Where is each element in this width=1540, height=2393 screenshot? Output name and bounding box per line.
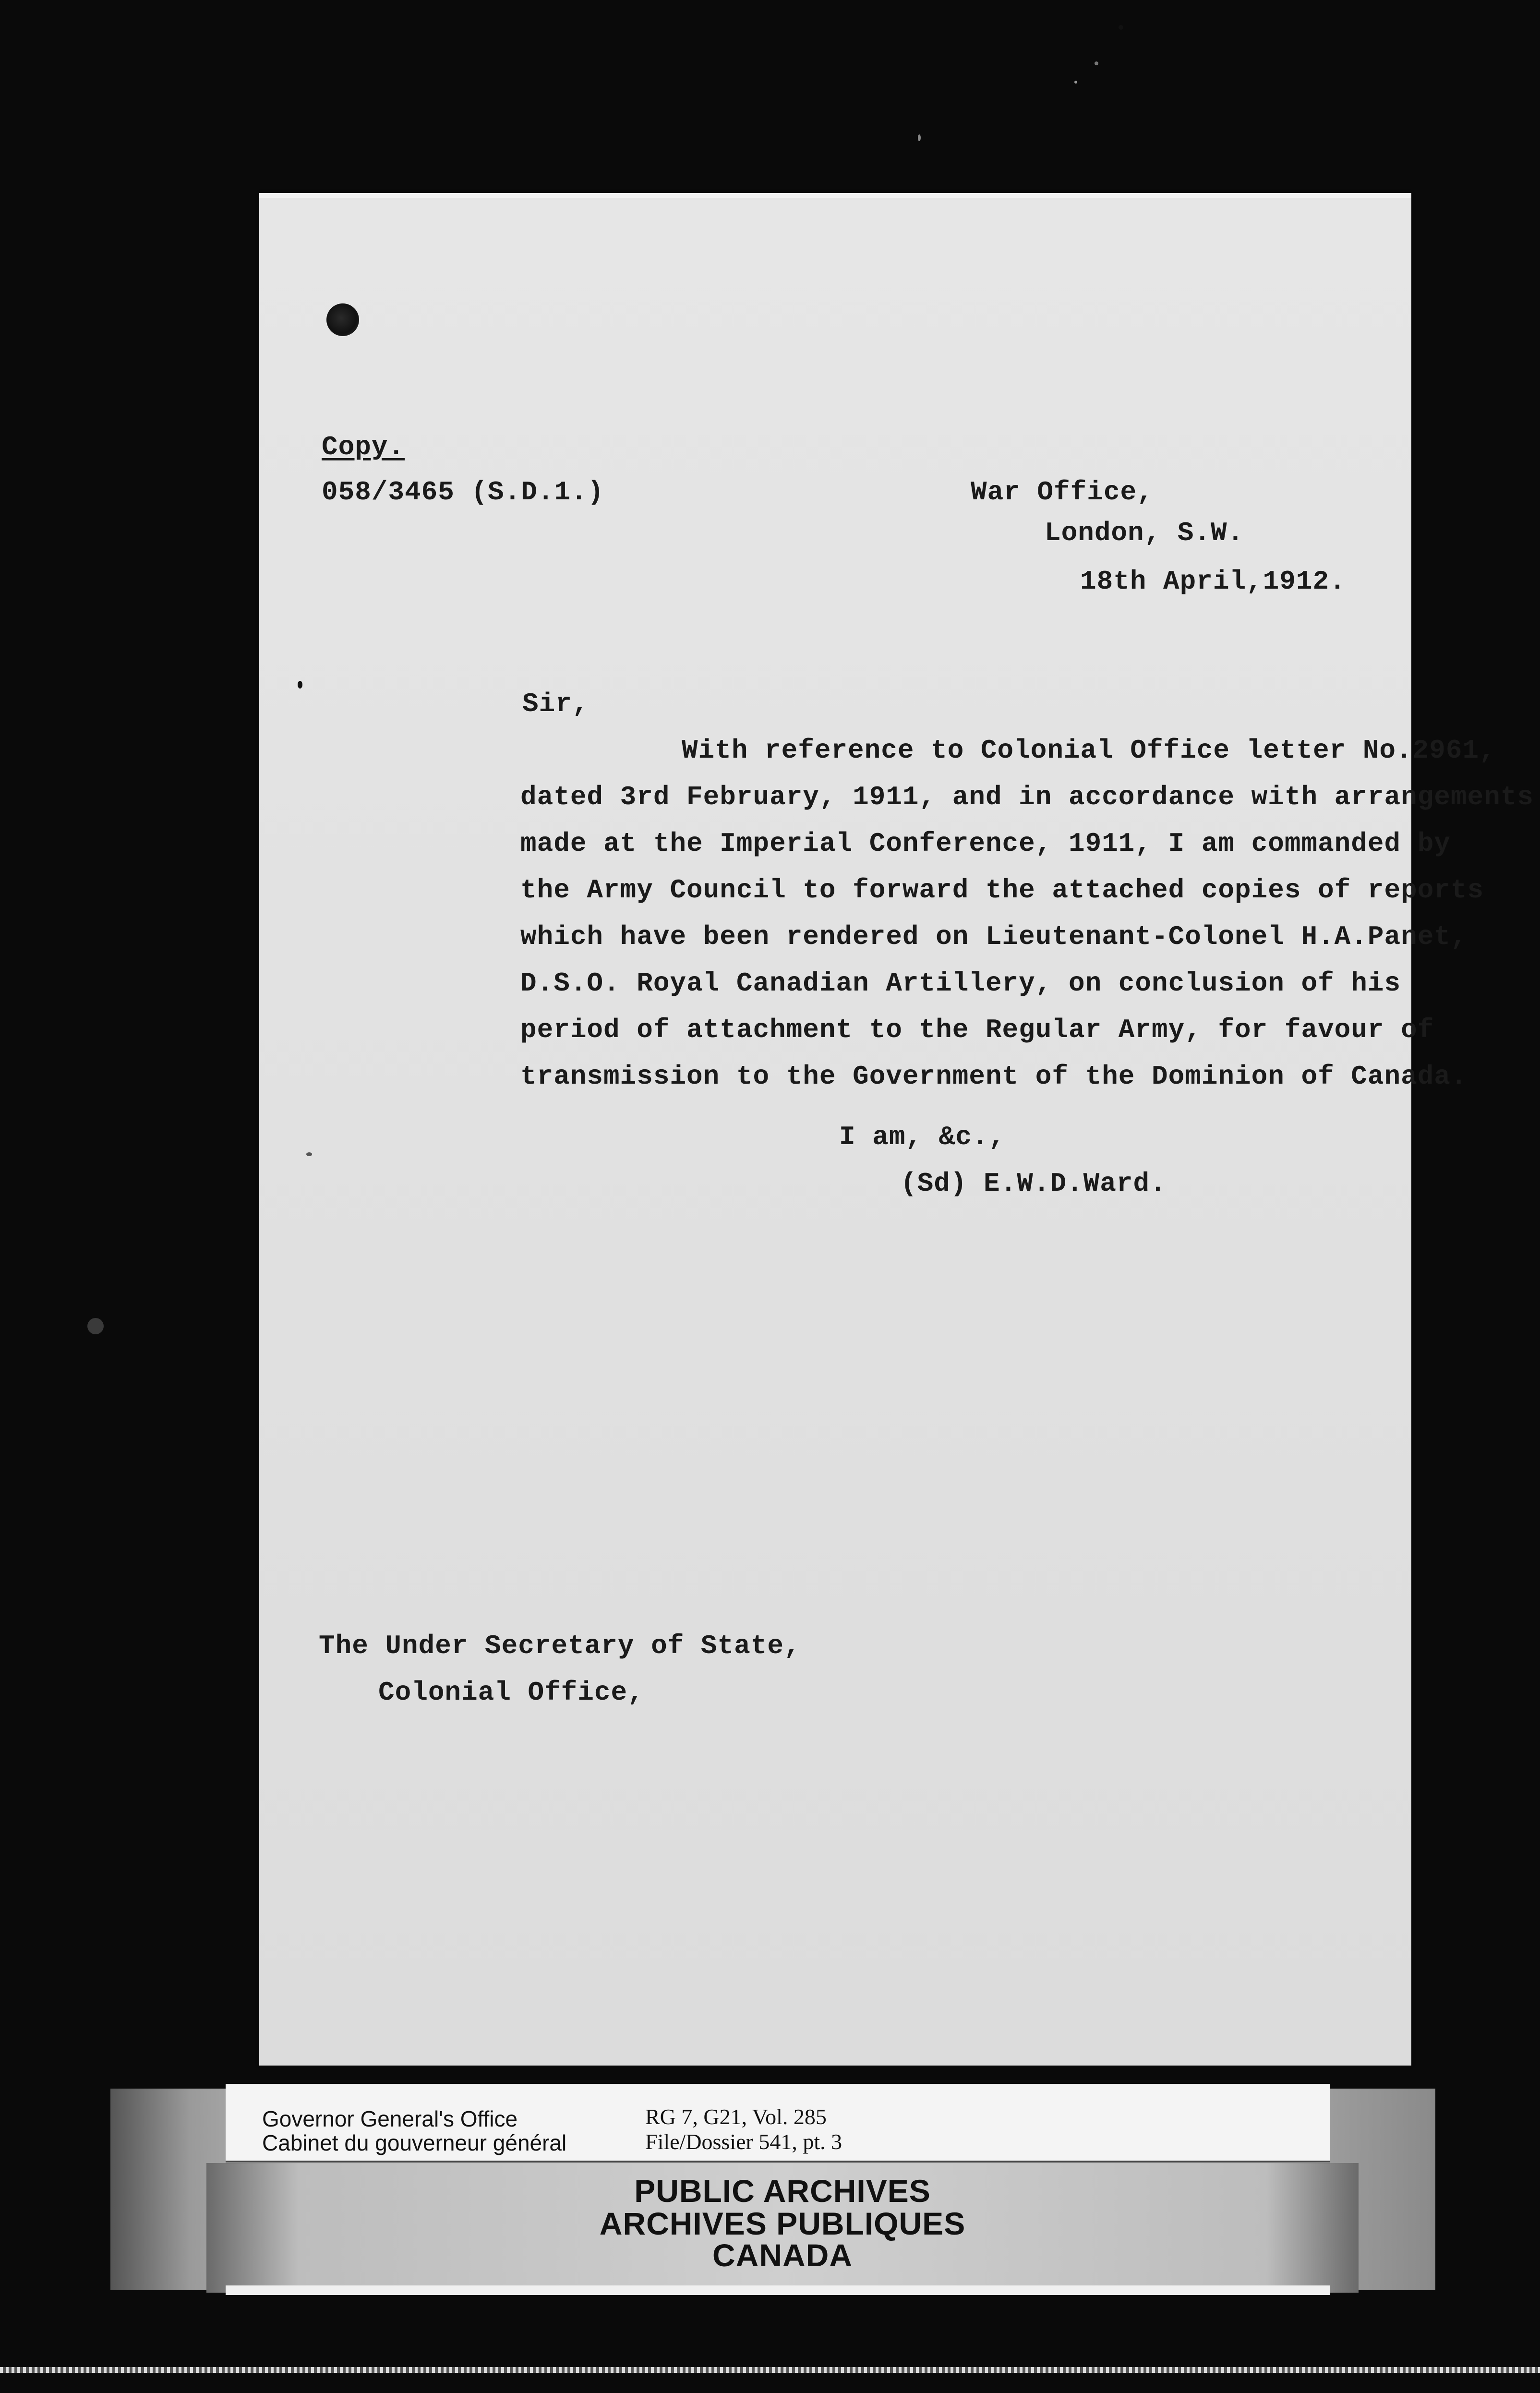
recipient-line2: Colonial Office, bbox=[378, 1677, 644, 1708]
public-archives-fr: ARCHIVES PUBLIQUES bbox=[599, 2206, 966, 2241]
body-line: made at the Imperial Conference, 1911, I am commanded by bbox=[520, 828, 1451, 859]
film-speck bbox=[1095, 61, 1098, 65]
body-line: transmission to the Government of the Dominion of Canada. bbox=[520, 1061, 1468, 1092]
page-top-edge bbox=[259, 193, 1411, 198]
body-line: D.S.O. Royal Canadian Artillery, on conclusion of his bbox=[520, 968, 1401, 999]
paper-mark bbox=[306, 1152, 312, 1156]
body-line: the Army Council to forward the attached copies of reports bbox=[520, 875, 1484, 906]
salutation: Sir, bbox=[522, 689, 589, 719]
film-sprocket-edge bbox=[0, 2367, 1540, 2373]
archives-country: CANADA bbox=[712, 2237, 853, 2273]
punch-hole bbox=[326, 303, 359, 336]
sender-address-line1: War Office, bbox=[971, 477, 1154, 508]
body-line: With reference to Colonial Office letter No.2961, bbox=[682, 735, 1496, 766]
file-dossier-reference: File/Dossier 541, pt. 3 bbox=[645, 2129, 842, 2154]
film-speck bbox=[918, 134, 921, 141]
record-group-volume: RG 7, G21, Vol. 285 bbox=[645, 2104, 827, 2129]
signature: (Sd) E.W.D.Ward. bbox=[901, 1168, 1167, 1199]
letter-page bbox=[259, 193, 1411, 2066]
body-line: which have been rendered on Lieutenant-Colonel H.A.Panet, bbox=[520, 921, 1468, 952]
paper-mark bbox=[87, 1318, 104, 1334]
recipient-line1: The Under Secretary of State, bbox=[319, 1631, 801, 1661]
office-name-fr: Cabinet du gouverneur général bbox=[262, 2130, 567, 2155]
letter-body bbox=[520, 727, 1534, 1100]
label-bottom-edge bbox=[226, 2285, 1330, 2295]
paper-mark bbox=[298, 681, 302, 689]
reference-number: 058/3465 (S.D.1.) bbox=[322, 477, 604, 508]
copy-label: Copy. bbox=[322, 432, 405, 462]
office-name-en: Governor General's Office bbox=[262, 2106, 518, 2131]
public-archives-en: PUBLIC ARCHIVES bbox=[634, 2173, 931, 2209]
film-speck bbox=[1074, 81, 1077, 84]
film-speck bbox=[1119, 25, 1123, 30]
sender-address-line2: London, S.W. bbox=[1045, 518, 1244, 548]
closing: I am, &c., bbox=[839, 1122, 1006, 1152]
letter-date: 18th April,1912. bbox=[1080, 566, 1346, 597]
body-line: period of attachment to the Regular Army, for favour of bbox=[520, 1015, 1434, 1045]
body-line: dated 3rd February, 1911, and in accordance with arrangements bbox=[520, 782, 1534, 812]
